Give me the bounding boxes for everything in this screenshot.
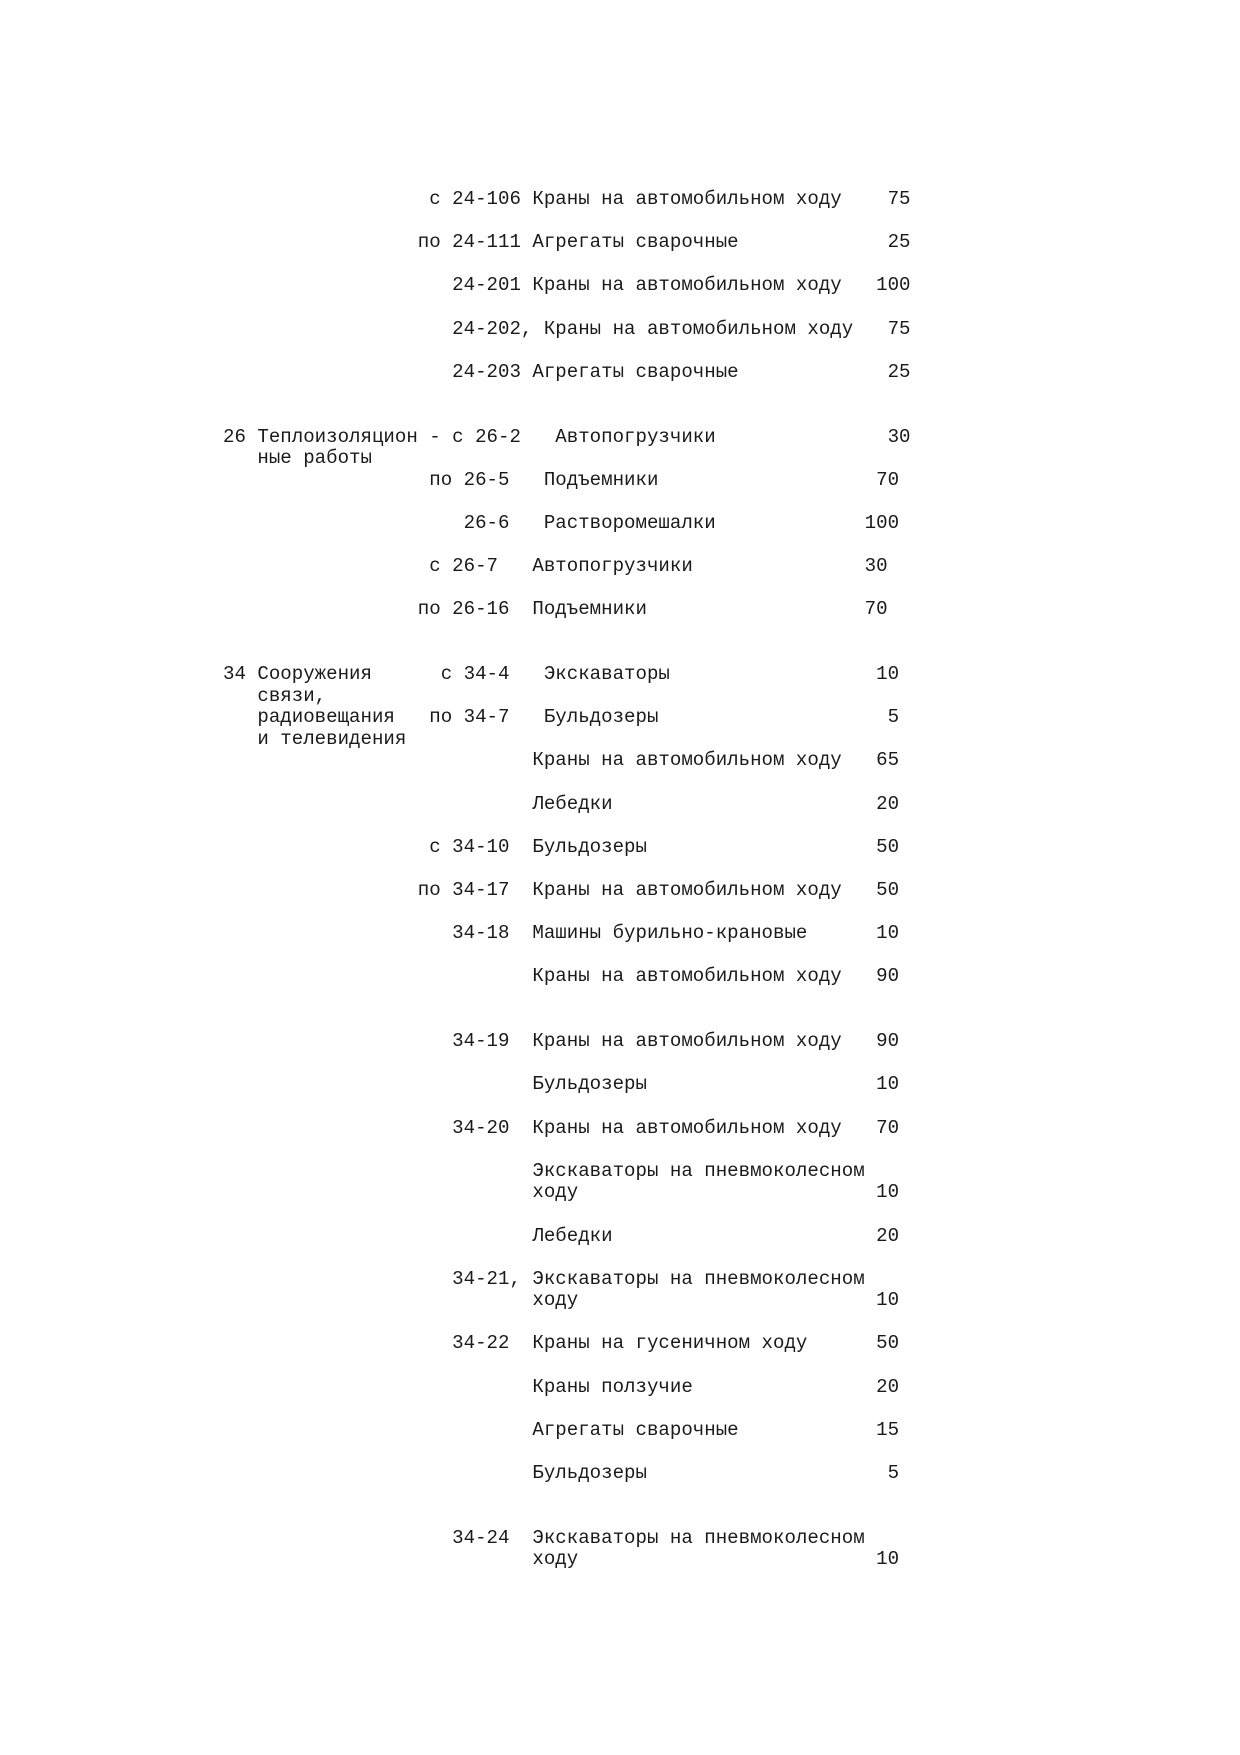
blank-line — [223, 254, 911, 276]
text-line: с 24-106 Краны на автомобильном ходу 75 — [223, 188, 911, 210]
text-line: 34-22 Краны на гусеничном ходу 50 — [223, 1332, 900, 1355]
text-line: и телевидения — [223, 727, 407, 750]
blank-line — [223, 1355, 911, 1377]
text-line: 34 Сооружения с 34-4 Экскаваторы 10 — [223, 663, 900, 686]
blank-line — [223, 988, 911, 1010]
text-line: с 34-10 Бульдозеры 50 — [223, 835, 900, 858]
text-line: Агрегаты сварочные 15 — [223, 1418, 900, 1441]
blank-line — [223, 1312, 911, 1334]
text-line: ные работы — [223, 447, 372, 470]
text-line: 34-19 Краны на автомобильном ходу 90 — [223, 1030, 900, 1053]
text-line: Краны ползучие 20 — [223, 1375, 900, 1398]
text-line: Лебедки 20 — [223, 792, 900, 815]
blank-line — [223, 772, 911, 794]
text-line: 24-203 Агрегаты сварочные 25 — [223, 360, 911, 383]
blank-line — [223, 1441, 911, 1463]
blank-line — [223, 578, 911, 600]
blank-line — [223, 1204, 911, 1226]
blank-line — [223, 340, 911, 362]
text-line: Краны на автомобильном ходу 90 — [223, 965, 900, 988]
blank-line — [223, 1485, 911, 1507]
text-line: Экскаваторы на пневмоколесном — [223, 1159, 865, 1182]
machinery-listing — [223, 189, 911, 1571]
blank-line — [223, 1010, 911, 1032]
text-line: ходу 10 — [223, 1289, 900, 1312]
text-line: ходу 10 — [223, 1548, 900, 1571]
blank-line — [223, 945, 911, 967]
text-line: 24-201 Краны на автомобильном ходу 100 — [223, 274, 911, 297]
blank-line — [223, 383, 911, 405]
text-line: Бульдозеры 10 — [223, 1073, 900, 1096]
text-line: 24-202, Краны на автомобильном ходу 75 — [223, 317, 911, 340]
blank-line — [223, 815, 911, 837]
text-line: радиовещания по 34-7 Бульдозеры 5 — [223, 706, 900, 729]
blank-line — [223, 535, 911, 557]
blank-line — [223, 902, 911, 924]
blank-line — [223, 858, 911, 880]
text-line: по 26-5 Подъемники 70 — [223, 468, 900, 491]
text-line: Бульдозеры 5 — [223, 1462, 900, 1485]
blank-line — [223, 405, 911, 427]
blank-line — [223, 1398, 911, 1420]
text-line: 26-6 Растворомешалки 100 — [223, 511, 900, 534]
text-line: ходу 10 — [223, 1181, 900, 1204]
text-line: 34-20 Краны на автомобильном ходу 70 — [223, 1116, 900, 1139]
blank-line — [223, 1139, 911, 1161]
blank-line — [223, 211, 911, 233]
blank-line — [223, 1247, 911, 1269]
text-line: по 34-17 Краны на автомобильном ходу 50 — [223, 879, 900, 901]
blank-line — [223, 491, 911, 513]
text-line: 34-18 Машины бурильно-крановые 10 — [223, 922, 900, 945]
text-line: 34-21, Экскаваторы на пневмоколесном — [223, 1267, 865, 1290]
blank-line — [223, 621, 911, 643]
text-line: Краны на автомобильном ходу 65 — [223, 749, 900, 772]
text-line: по 24-111 Агрегаты сварочные 25 — [223, 231, 911, 254]
text-line: по 26-16 Подъемники 70 — [223, 598, 888, 621]
blank-line — [223, 642, 911, 664]
text-line: Лебедки 20 — [223, 1224, 900, 1247]
blank-line — [223, 1096, 911, 1118]
text-line: 26 Теплоизоляцион - с 26-2 Автопогрузчики 30 — [223, 425, 911, 448]
blank-line — [223, 1053, 911, 1075]
blank-line — [223, 297, 911, 319]
text-line: 34-24 Экскаваторы на пневмоколесном — [223, 1526, 865, 1549]
text-line: с 26-7 Автопогрузчики 30 — [223, 555, 888, 578]
text-line: связи, — [223, 684, 327, 707]
blank-line — [223, 1506, 911, 1528]
